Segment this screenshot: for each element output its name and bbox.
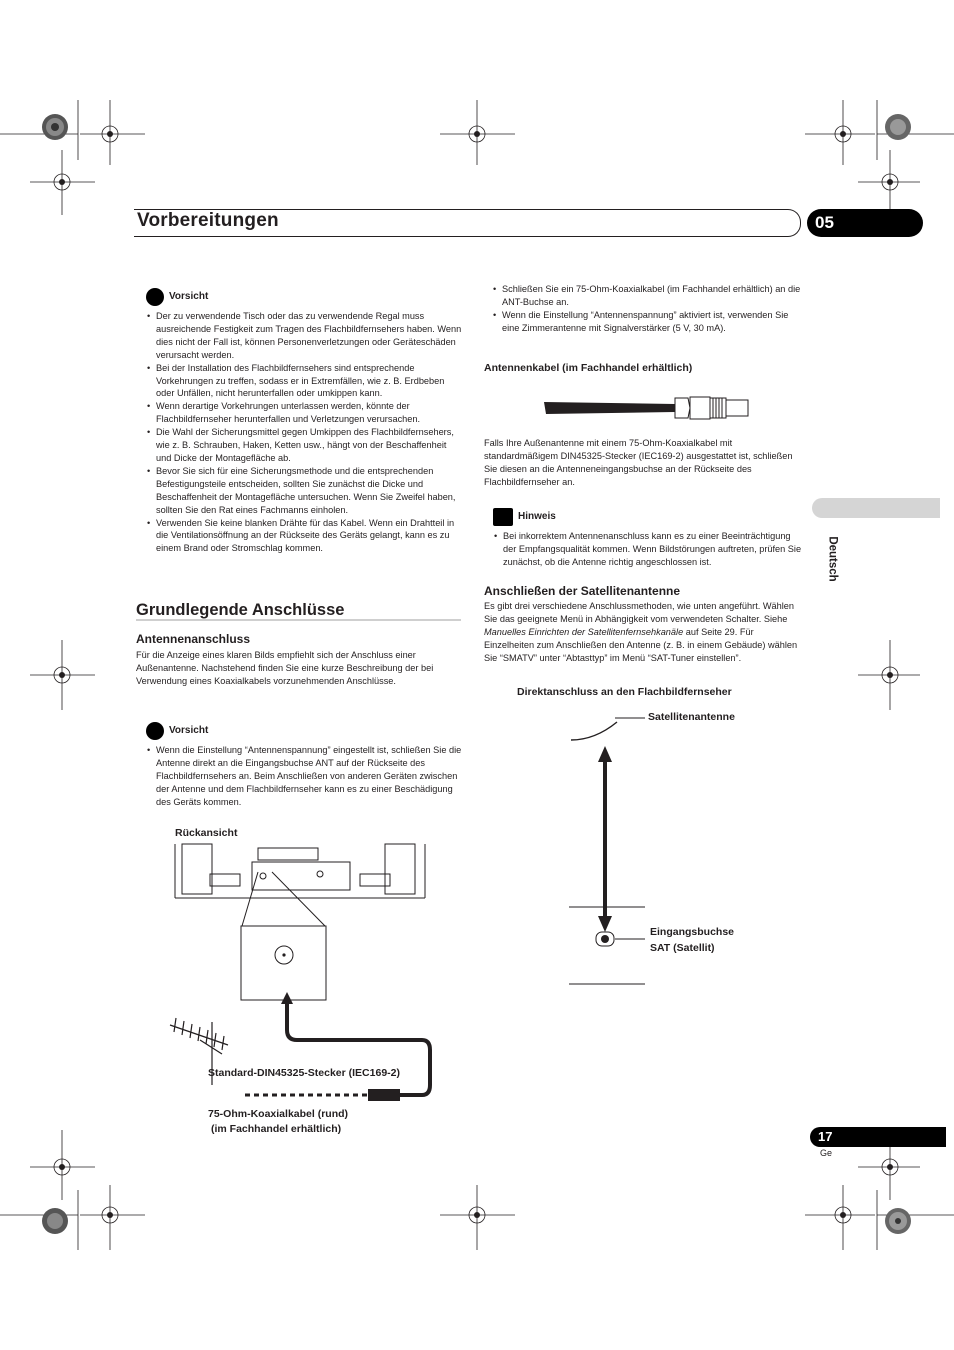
page-language-code: Ge: [820, 1148, 833, 1158]
hint-block: [493, 508, 805, 569]
satellite-paragraph-text: Es gibt drei verschiedene Anschlussmethoden, wie unten angeführt. Wählen Sie das geeignete Menü in Abhängigkeit vom verwendeten Schalter. Siehe: [484, 600, 795, 624]
satellite-paragraph: [484, 600, 806, 665]
hint-list: [493, 530, 805, 569]
list-item: • Schließen Sie ein 75-Ohm-Koaxialkabel (im Fachhandel erhältlich) an die ANT-Buchse an.: [492, 283, 808, 309]
chapter-title: Vorbereitungen: [137, 210, 279, 231]
list-item: • Bevor Sie sich für eine Sicherungsmethode und die entsprechenden Befestigungsteile entscheiden, sollten Sie zunächst die Dicke und Beschaffenheit der Montagefläche untersuchen. Wenn Sie Zweifel haben, sollten Sie den Rat eines Fachmanns einholen.: [146, 465, 464, 517]
basic-connections-section: [136, 601, 461, 688]
chapter-number-badge: 05: [807, 209, 923, 237]
satellite-paragraph-text: auf Seite 29. Für Einzelheiten zum Anschließen den Antenne (z. B. in einem Gebäude) wählen Sie “SMATV” unter “Abtasttyp” im Menü “SAT-Tuner einstellen”.: [484, 626, 798, 663]
language-label: Deutsch: [826, 536, 839, 582]
list-item: • Verwenden Sie keine blanken Drähte für das Kabel. Wenn ein Drahtteil in die Ventilationsöffnung an der Rückseite des Geräts gelangt, kann es zu einem Brand oder Stromschlag kommen.: [146, 517, 464, 556]
caution-notice-1: [146, 288, 464, 306]
caution-notice-2: [146, 722, 462, 740]
caution-label: Vorsicht: [169, 724, 209, 736]
cable-heading: Antennenkabel (im Fachhandel erhältlich): [484, 362, 693, 374]
coax-cable-caption-line2: (im Fachhandel erhältlich): [211, 1123, 342, 1135]
satellite-figure-title: Direktanschluss an den Flachbildfernseher: [517, 686, 732, 698]
plug-caption: Standard-DIN45325-Stecker (IEC169-2): [208, 1067, 400, 1079]
satellite-section: [484, 585, 806, 664]
hint-label: Hinweis: [518, 510, 556, 522]
caution-list-1: [146, 310, 464, 555]
list-item: • Die Wahl der Sicherungsmittel gegen Umkippen des Flachbildfernsehers, wie z. B. Schrauben, Haken, Ketten usw., hängt von der Beschaffenheit und Dicke der Montagefläche ab.: [146, 426, 464, 465]
caution-label: Vorsicht: [169, 290, 209, 302]
sat-input-caption-line1: Eingangsbuchse: [650, 926, 735, 938]
coax-cable-caption-line1: 75-Ohm-Koaxialkabel (rund): [208, 1108, 349, 1120]
satellite-antenna-caption: Satellitenantenne: [648, 711, 735, 723]
cable-paragraph: Falls Ihre Außenantenne mit einem 75-Ohm-Koaxialkabel mit standardmäßigem DIN45325-Stecker (IEC169-2) ausgestattet ist, schließen Sie diesen an die Antenneneingangsbuchse an der Rückseite des Flachbildfernseher an.: [484, 438, 793, 487]
hint-notice: [493, 508, 805, 526]
list-item: • Der zu verwendende Tisch oder das zu verwendende Regal muss ausreichende Festigkeit zum Tragen des Flachbildfernsehers haben. Wenn dies nicht der Fall ist, können Personenverletzungen oder Geräteschäden verursacht werden.: [146, 310, 464, 362]
right-bullets: [492, 283, 808, 335]
list-item: • Wenn derartige Vorkehrungen unterlassen werden, könnte der Flachbildfernseher herunterfallen und Verletzungen verursachen.: [146, 400, 464, 426]
page-number-badge: 17: [810, 1127, 946, 1147]
section-title: Grundlegende Anschlüsse: [136, 604, 461, 621]
sat-input-caption: [650, 924, 734, 956]
caution-notice-2-block: [146, 722, 462, 809]
intro-paragraph: Für die Anzeige eines klaren Bilds empfiehlt sich der Anschluss einer Außenantenne. Nachstehend finden Sie eine kurze Beschreibung der bei Verwendung eines Koaxialkabels vorzunehmenden Anschlüsse.: [136, 649, 434, 686]
cable-paragraph-block: [484, 437, 804, 489]
caution-list-2: [146, 744, 462, 809]
sat-input-caption-line2: SAT (Satellit): [650, 942, 715, 954]
connection-bullet-list: [492, 283, 808, 335]
coax-cable-caption: [208, 1107, 348, 1137]
list-item: • Wenn die Einstellung “Antennenspannung” aktiviert ist, verwenden Sie eine Zimmerantenne mit Signalverstärker (5 V, 30 mA).: [492, 309, 808, 335]
satellite-section-title: Anschließen der Satellitenantenne: [484, 584, 681, 598]
list-item: • Bei inkorrektem Antennenanschluss kann es zu einer Beeinträchtigung der Empfangsqualität kommen. Wenn Bildstörungen auftreten, prüfen Sie zunächst, ob die Antenne richtig angeschlossen ist.: [493, 530, 805, 569]
caution-hand-icon: [146, 288, 164, 306]
pencil-note-icon: [493, 508, 513, 526]
subsection-title: Antennenanschluss: [136, 631, 251, 646]
coax-cable-illustration: [540, 392, 755, 424]
list-item: • Bei der Installation des Flachbildfernsehers sind entsprechende Vorkehrungen zu treffen, sodass er in Extremfällen, wie z. B. Erdbeben oder Unfällen, nicht herunterfallen oder umkippen kann.: [146, 362, 464, 401]
rear-view-caption: Rückansicht: [175, 827, 238, 839]
cable-heading-block: [484, 362, 804, 375]
language-tab: [812, 498, 940, 518]
left-column: [146, 288, 464, 555]
caution-hand-icon: [146, 722, 164, 740]
list-item: • Wenn die Einstellung “Antennenspannung” eingestellt ist, schließen Sie die Antenne direkt an die Eingangsbuchse ANT auf der Rückseite des Flachbildfernsehers an. Beim Anschließen von anderen Geräten zwischen der Antenne und dem Flachbildfernseher kann es zu einer Beschädigung des Geräts kommen.: [146, 744, 462, 809]
manual-setup-reference: Manuelles Einrichten der Satellitenfernsehkanäle: [484, 626, 684, 637]
